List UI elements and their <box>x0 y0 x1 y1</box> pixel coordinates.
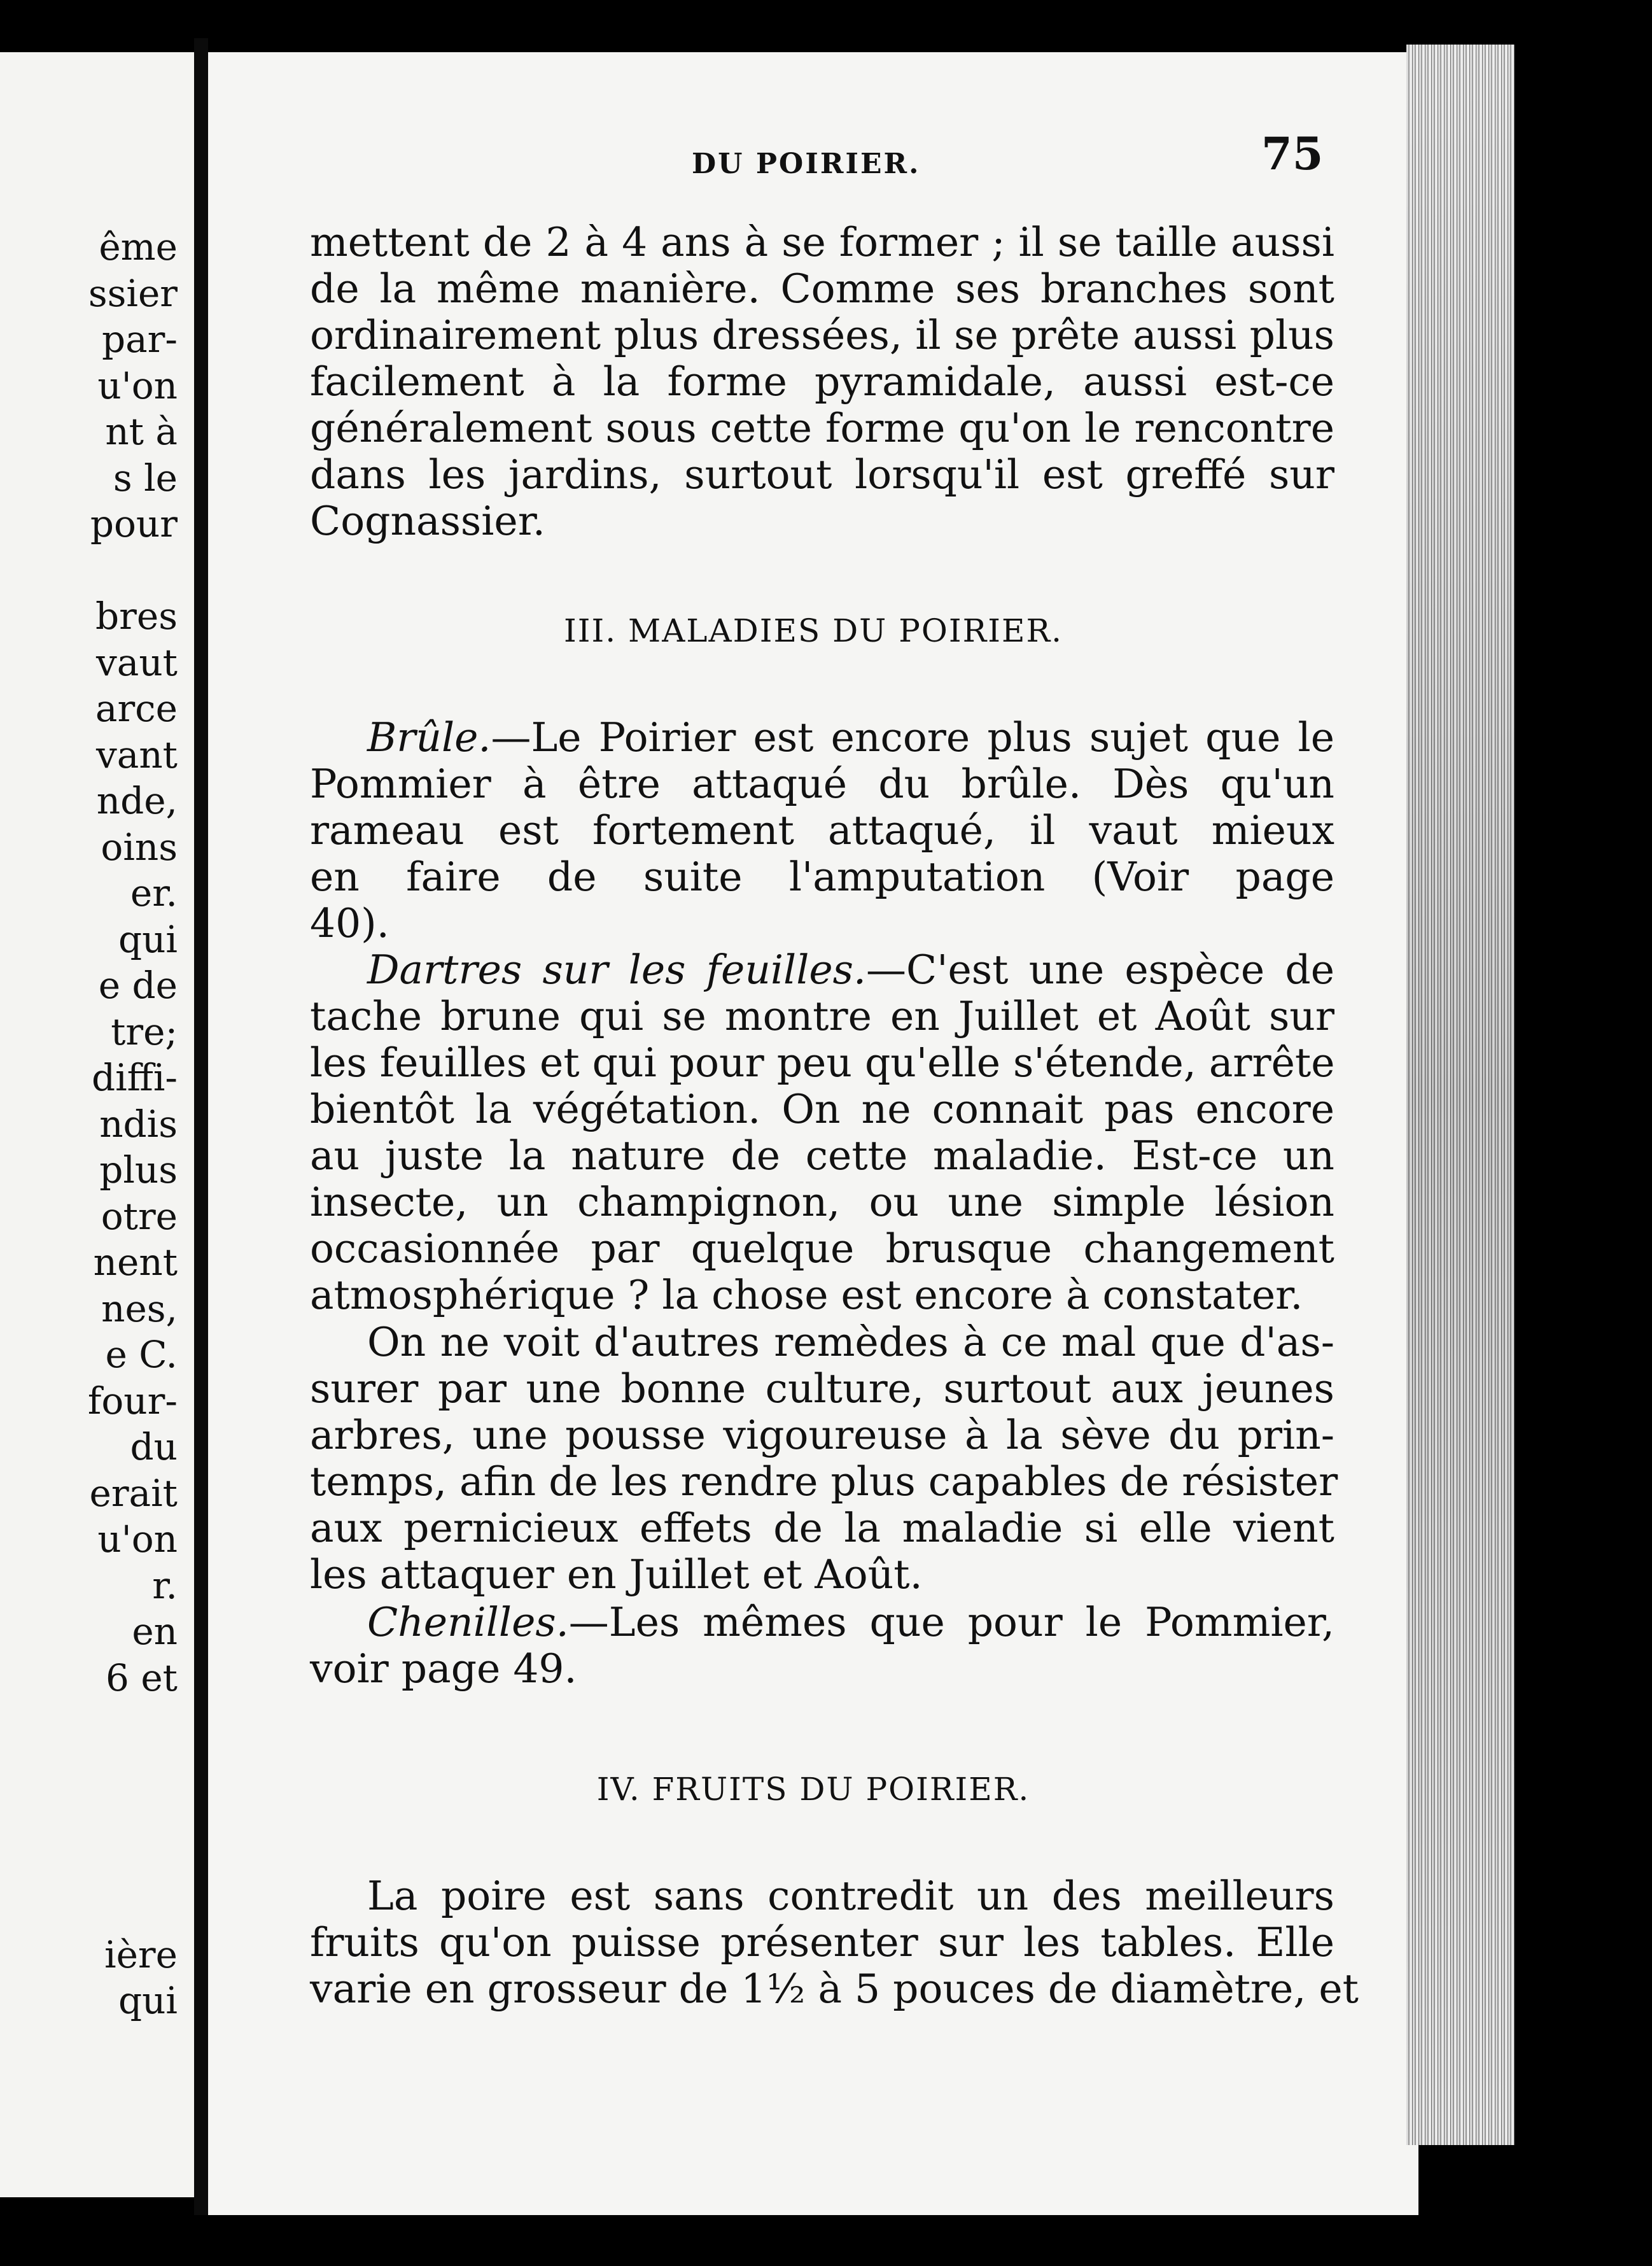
text-line: fruits qu'on puisse présenter sur les tables. Elle <box>310 1919 1334 1966</box>
left-page-line: u'on <box>97 1517 178 1561</box>
left-page-line: nent <box>93 1241 178 1284</box>
paragraph-fruits <box>310 1873 1359 2012</box>
book-gutter <box>194 38 208 2215</box>
page-edges-shade <box>1406 45 1515 2145</box>
text-line: 40). <box>310 900 389 947</box>
text-line: généralement sous cette forme qu'on le rencontre <box>310 405 1334 451</box>
left-page-line: e de <box>98 964 178 1007</box>
left-page-line: u'on <box>97 363 178 407</box>
text-line: Pommier à être attaqué du brûle. Dès qu'un <box>310 761 1334 807</box>
text-line: temps, afin de les rendre plus capables de résister <box>310 1458 1338 1505</box>
text-line: arbres, une pousse vigoureuse à la sève du prin- <box>310 1412 1334 1458</box>
left-page-line: diffi- <box>91 1056 178 1099</box>
intro-paragraph <box>310 219 1334 544</box>
text-line: Cognassier. <box>310 498 545 544</box>
paragraph-brule <box>310 714 1334 947</box>
text-line <box>310 714 1334 761</box>
term-chenilles: Chenilles. <box>367 1599 569 1645</box>
text-line: bientôt la végétation. On ne connait pas encore <box>310 1086 1334 1132</box>
text-line <box>310 1599 1334 1645</box>
paragraph-chenilles <box>310 1599 1334 1692</box>
text-line: La poire est sans contredit un des meilleurs <box>367 1873 1334 1919</box>
left-page-line: arce <box>95 687 178 730</box>
left-page-line: oins <box>101 825 178 869</box>
text-line: les feuilles et qui pour peu qu'elle s'étende, arrête <box>310 1039 1335 1086</box>
text-line: atmosphérique ? la chose est encore à constater. <box>310 1272 1303 1318</box>
left-page-line: pour <box>90 502 178 545</box>
text-line: occasionnée par quelque brusque changement <box>310 1225 1334 1272</box>
left-page-line: ière <box>104 1932 178 1976</box>
text-fragment: —Les mêmes que pour le Pommier, <box>568 1599 1334 1645</box>
left-page-line: otre <box>101 1194 178 1238</box>
left-page-line: e C. <box>105 1333 178 1376</box>
term-dartres: Dartres sur les feuilles. <box>367 947 866 993</box>
text-line: On ne voit d'autres remèdes à ce mal que d'as- <box>367 1319 1334 1365</box>
left-page-line: r. <box>152 1563 178 1607</box>
left-page-line: en <box>132 1610 178 1653</box>
text-line: ordinairement plus dressées, il se prête aussi plus <box>310 312 1334 358</box>
section-heading-fruits: IV. FRUITS DU POIRIER. <box>596 1771 1030 1808</box>
left-page-line: qui <box>118 917 178 961</box>
text-line: rameau est fortement attaqué, il vaut mieux <box>310 807 1334 854</box>
left-page-line: nes, <box>101 1286 178 1330</box>
left-page-line: four- <box>87 1379 178 1423</box>
left-page-line: bres <box>95 595 178 638</box>
text-line: surer par une bonne culture, surtout aux jeunes <box>310 1365 1334 1412</box>
text-line: insecte, un champignon, ou une simple lésion <box>310 1179 1334 1225</box>
left-page-line: nt à <box>105 410 178 453</box>
term-brule: Brûle. <box>367 714 491 761</box>
text-line: de la même manière. Comme ses branches sont <box>310 265 1334 312</box>
left-page-line: par- <box>101 318 178 361</box>
left-page-line: nde, <box>96 779 178 822</box>
text-line: facilement à la forme pyramidale, aussi est-ce <box>310 358 1334 405</box>
text-line: aux pernicieux effets de la maladie si elle vient <box>310 1505 1334 1551</box>
left-page <box>0 52 196 2197</box>
text-line: les attaquer en Juillet et Août. <box>310 1551 923 1598</box>
left-page-line: plus <box>99 1148 178 1192</box>
text-line <box>310 947 1334 993</box>
text-line: mettent de 2 à 4 ans à se former ; il se taille aussi <box>310 219 1334 265</box>
page-number: 75 <box>1261 127 1324 180</box>
text-line: dans les jardins, surtout lorsqu'il est greffé sur <box>310 451 1334 498</box>
text-line: voir page 49. <box>310 1645 577 1692</box>
paragraph-remedes <box>310 1319 1338 1598</box>
left-page-line: ndis <box>99 1102 178 1146</box>
running-head: DU POIRIER. <box>692 148 921 180</box>
left-page-line: qui <box>118 1979 178 2022</box>
left-page-line: ssier <box>88 271 178 315</box>
text-fragment: —C'est une espèce de <box>866 947 1335 993</box>
text-fragment: —Le Poirier est encore plus sujet que le <box>491 714 1334 761</box>
text-line: varie en grosseur de 1½ à 5 pouces de diamètre, et <box>310 1966 1359 2012</box>
left-page-line: ême <box>99 225 178 269</box>
left-page-line: vant <box>95 733 178 777</box>
text-line: en faire de suite l'amputation (Voir page <box>310 854 1334 900</box>
paragraph-dartres <box>310 947 1334 1318</box>
section-heading-maladies: III. MALADIES DU POIRIER. <box>563 612 1063 649</box>
text-line: tache brune qui se montre en Juillet et Août sur <box>310 993 1334 1039</box>
left-page-line: tre; <box>111 1010 178 1053</box>
left-page-line: 6 et <box>106 1656 178 1700</box>
right-page <box>208 52 1418 2215</box>
text-line: au juste la nature de cette maladie. Est-ce un <box>310 1132 1334 1179</box>
left-page-line: er. <box>130 871 178 915</box>
left-page-line: vaut <box>95 640 178 684</box>
left-page-line: s le <box>113 456 178 500</box>
left-page-line: du <box>130 1425 178 1468</box>
left-page-line: erait <box>89 1471 178 1515</box>
